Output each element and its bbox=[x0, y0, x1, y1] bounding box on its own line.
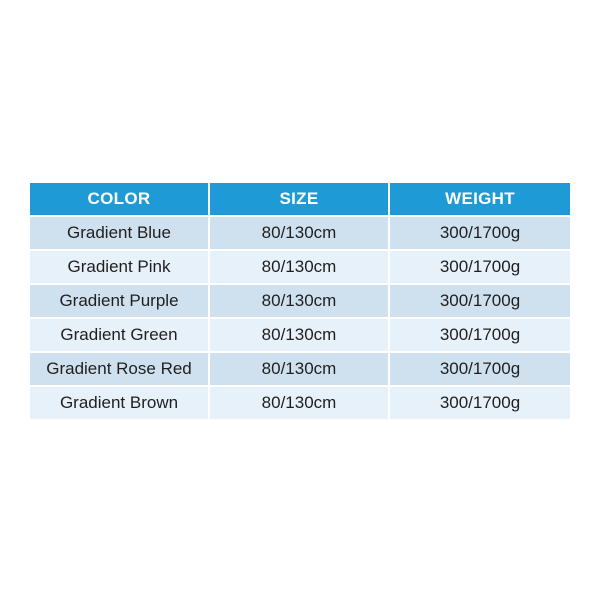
cell-size: 80/130cm bbox=[209, 352, 389, 386]
cell-color: Gradient Brown bbox=[30, 386, 209, 419]
cell-size: 80/130cm bbox=[209, 284, 389, 318]
cell-weight: 300/1700g bbox=[389, 284, 570, 318]
table-row bbox=[30, 352, 570, 386]
product-spec-table bbox=[30, 183, 570, 419]
cell-size: 80/130cm bbox=[209, 216, 389, 250]
cell-size: 80/130cm bbox=[209, 386, 389, 419]
header-color: COLOR bbox=[30, 183, 209, 216]
cell-weight: 300/1700g bbox=[389, 386, 570, 419]
table-row bbox=[30, 216, 570, 250]
table-row bbox=[30, 250, 570, 284]
cell-color: Gradient Rose Red bbox=[30, 352, 209, 386]
cell-color: Gradient Blue bbox=[30, 216, 209, 250]
cell-weight: 300/1700g bbox=[389, 318, 570, 352]
header-weight: WEIGHT bbox=[389, 183, 570, 216]
table-row bbox=[30, 386, 570, 419]
table-row bbox=[30, 284, 570, 318]
cell-color: Gradient Green bbox=[30, 318, 209, 352]
cell-size: 80/130cm bbox=[209, 250, 389, 284]
cell-color: Gradient Pink bbox=[30, 250, 209, 284]
header-size: SIZE bbox=[209, 183, 389, 216]
table-header-row bbox=[30, 183, 570, 216]
cell-color: Gradient Purple bbox=[30, 284, 209, 318]
cell-size: 80/130cm bbox=[209, 318, 389, 352]
product-spec-table-container bbox=[30, 183, 570, 419]
table-row bbox=[30, 318, 570, 352]
cell-weight: 300/1700g bbox=[389, 250, 570, 284]
cell-weight: 300/1700g bbox=[389, 216, 570, 250]
cell-weight: 300/1700g bbox=[389, 352, 570, 386]
